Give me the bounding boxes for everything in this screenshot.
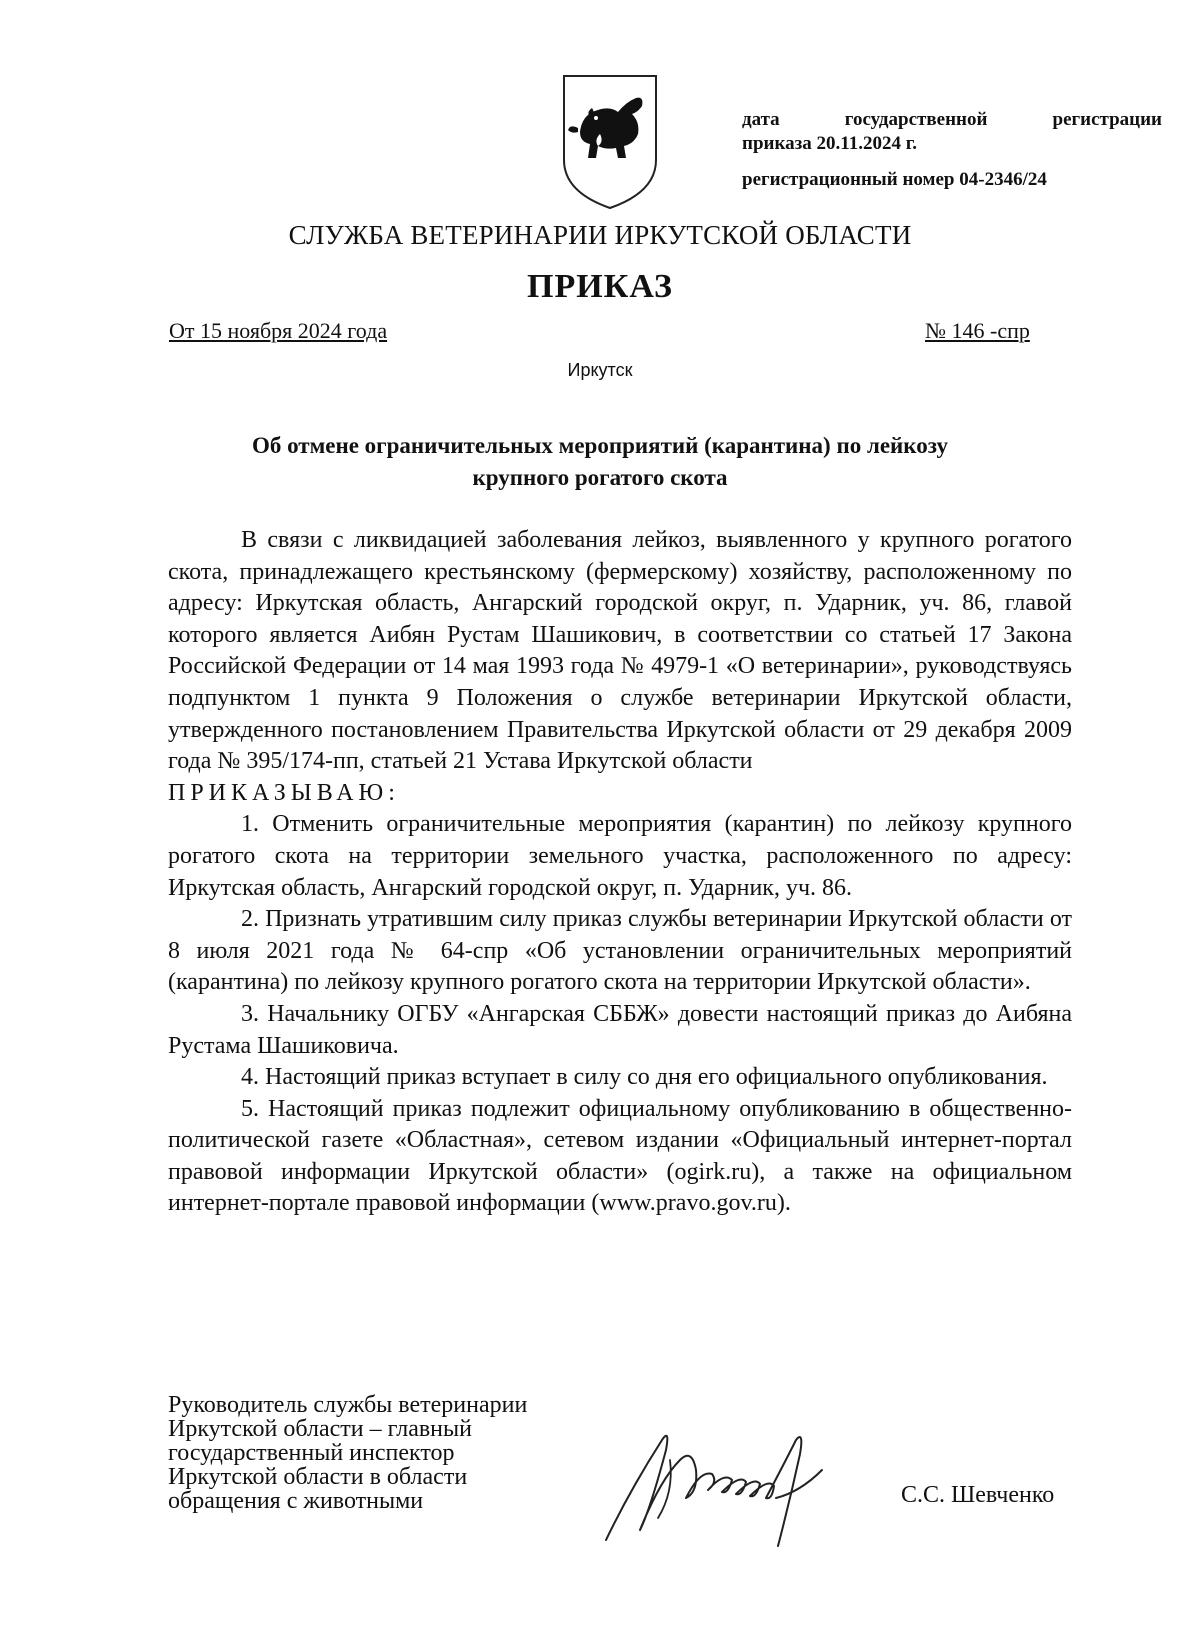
signer-title-line: Руководитель службы ветеринарии bbox=[168, 1392, 528, 1418]
agency-name: СЛУЖБА ВЕТЕРИНАРИИ ИРКУТСКОЙ ОБЛАСТИ bbox=[288, 220, 912, 250]
order-item-5: 5. Настоящий приказ подлежит официальному опубликованию в общественно-политической газете «Областная», сетевом издании «Официальный интернет-портал правовой информации Иркутской области» (ogirk.ru), а также на официальном интернет-портале правовой информации (www.pravo.gov.ru). bbox=[168, 1095, 1072, 1217]
subject-line-1: Об отмене ограничительных мероприятий (карантина) по лейкозу bbox=[251, 433, 949, 458]
registration-number: регистрационный номер 04-2346/24 bbox=[742, 169, 1047, 190]
registration-block bbox=[742, 108, 1162, 192]
signer-title bbox=[168, 1393, 638, 1513]
order-item-1: 1. Отменить ограничительные мероприятия (карантин) по лейкозу крупного рогатого скота на территории земельного участка, расположенного по адресу: Иркутская область, Ангарский городской округ, п. Ударник, уч. 86. bbox=[168, 811, 1072, 901]
preamble-paragraph: В связи с ликвидацией заболевания лейкоз, выявленного у крупного рогатого скота, принадлежащего крестьянскому (фермерскому) хозяйству, расположенному по адресу: Иркутская область, Ангарский городской округ, п. Ударник, уч. 86, главой которого является Аибян Рустам Шашикович, в соответствии со статьей 17 Закона Российской Федерации от 14 мая 1993 года № 4979-1 «О ветеринарии», руководствуясь подпунктом 1 пункта 9 Положения о службе ветеринарии Иркутской области, утвержденного постановлением Правительства Иркутской области от 29 декабря 2009 года № 395/174-пп, статьей 21 Устава Иркутской области bbox=[168, 527, 1072, 775]
order-item-3: 3. Начальнику ОГБУ «Ангарская СББЖ» довести настоящий приказ до Аибяна Рустама Шашиковича. bbox=[168, 1000, 1072, 1059]
subject-line-2: крупного рогатого скота bbox=[472, 465, 728, 490]
order-item-2: 2. Признать утратившим силу приказ службы ветеринарии Иркутской области от 8 июля 2021 года № 64-спр «Об установлении ограничительных мероприятий (карантина) по лейкозу крупного рогатого скота на территории Иркутской области». bbox=[168, 906, 1072, 996]
babr-emblem-icon bbox=[560, 72, 660, 212]
registration-date-label: дата государственной регистрации bbox=[742, 109, 1162, 130]
handwritten-signature bbox=[600, 1400, 860, 1550]
signer-title-line: государственный инспектор bbox=[168, 1440, 455, 1466]
registration-date-value: приказа 20.11.2024 г. bbox=[742, 133, 917, 154]
document-type: ПРИКАЗ bbox=[527, 268, 673, 305]
signature-scribble-icon bbox=[600, 1400, 860, 1550]
signer-title-line: Иркутской области в области bbox=[168, 1464, 468, 1490]
order-number: № 146 -спр bbox=[925, 318, 1030, 343]
ordain-word: ПРИКАЗЫВАЮ: bbox=[168, 779, 400, 806]
order-subject bbox=[150, 430, 1050, 494]
order-city: Иркутск bbox=[567, 360, 633, 380]
signer-title-line: обращения с животными bbox=[168, 1488, 424, 1514]
order-date: От 15 ноября 2024 года bbox=[169, 318, 388, 343]
order-item-4: 4. Настоящий приказ вступает в силу со дня его официального опубликования. bbox=[241, 1064, 1048, 1091]
signer-name: С.С. Шевченко bbox=[901, 1482, 1055, 1508]
order-body bbox=[168, 525, 1072, 1220]
signer-title-line: Иркутской области – главный bbox=[168, 1416, 472, 1442]
coat-of-arms-emblem bbox=[560, 72, 660, 212]
